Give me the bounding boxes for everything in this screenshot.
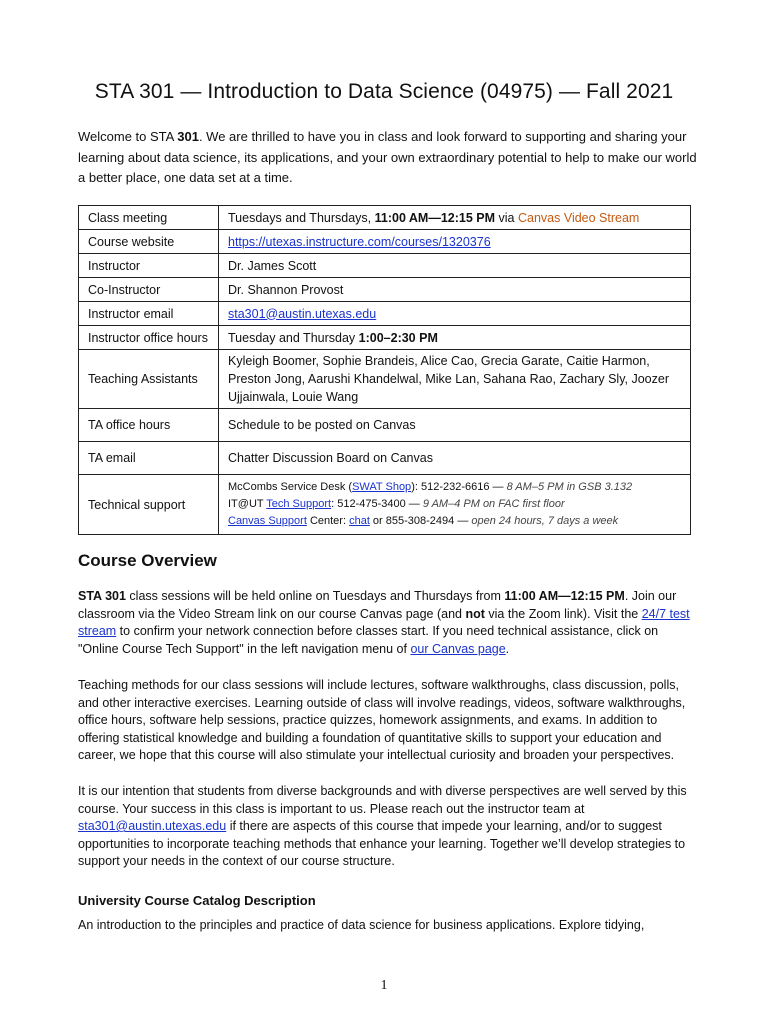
overview-paragraph-2: Teaching methods for our class sessions will include lectures, software walkthroughs, class discussion, polls, and other interactive exercises. Learning outside of class will involve readings, videos, software walkthroughs, office hours, software help sessions, practice quizzes, homework assignments, and exams. In addition to offering statistical knowledge and building a foundation of quantitative skills to support your education and career, we hope that this course will also stimulate your intellectual curiosity and broaden your perspectives. [78, 678, 686, 762]
canvas-support-link[interactable]: Canvas Support [228, 515, 307, 527]
course-info-table [78, 205, 691, 535]
co-instructor-value: Dr. Shannon Provost [219, 278, 691, 302]
office-hours-value: Tuesday and Thursday 1:00–2:30 PM [219, 326, 691, 350]
catalog-heading: University Course Catalog Description [78, 893, 316, 908]
table-row [79, 475, 691, 535]
test-stream-link[interactable]: 24/7 test stream [78, 606, 690, 638]
catalog-description: An introduction to the principles and practice of data science for business applications. Explore tidying, [78, 918, 645, 932]
instructor-email-link[interactable]: sta301@austin.utexas.edu [228, 306, 377, 321]
table-row [79, 326, 691, 350]
row-label: Technical support [79, 475, 219, 535]
teaching-assistants-value: Kyleigh Boomer, Sophie Brandeis, Alice Cao, Grecia Garate, Caitie Harmon, Preston Jong, Aarushi Khandelwal, Mike Lan, Sahana Rao, Zachary Sly, Joozer Ujjainwala, Louie Wang [219, 350, 691, 409]
tech-support-line: IT@UT Tech Support: 512-475-3400 — 9 AM–4 PM on FAC first floor [228, 498, 565, 510]
row-label: Course website [79, 230, 219, 254]
canvas-video-stream-link[interactable]: Canvas Video Stream [517, 210, 640, 225]
chat-link[interactable]: chat [349, 515, 370, 527]
row-label: Instructor office hours [79, 326, 219, 350]
ta-email-value: Chatter Discussion Board on Canvas [219, 442, 691, 475]
table-row [79, 302, 691, 326]
row-label: TA office hours [79, 409, 219, 442]
document-title: STA 301 — Introduction to Data Science (04975) — Fall 2021 [94, 80, 674, 103]
class-meeting-value: Tuesdays and Thursdays, 11:00 AM—12:15 PM via Canvas Video Stream [219, 206, 691, 230]
table-row [79, 206, 691, 230]
course-website-link[interactable]: https://utexas.instructure.com/courses/1320376 [228, 234, 491, 249]
technical-support-value [219, 475, 691, 535]
canvas-page-link[interactable]: our Canvas page [410, 641, 506, 656]
table-row [79, 278, 691, 302]
table-row [79, 442, 691, 475]
ta-office-hours-value: Schedule to be posted on Canvas [219, 409, 691, 442]
table-row [79, 350, 691, 409]
tech-support-line: Canvas Support Center: chat or 855-308-2494 — open 24 hours, 7 days a week [228, 515, 619, 527]
row-label: Instructor [79, 254, 219, 278]
table-row [79, 409, 691, 442]
row-label: Co-Instructor [79, 278, 219, 302]
email-link[interactable]: sta301@austin.utexas.edu [78, 819, 227, 833]
overview-paragraph-1: STA 301 class sessions will be held online on Tuesdays and Thursdays from 11:00 AM—12:15 PM. Join our classroom via the Video Stream link on our course Canvas page (and not via the Zoom link). Visit the 24/7 test stream to confirm your network connection before classes start. If you need technical assistance, click on "Online Course Tech Support" in the left navigation menu of our Canvas page. [78, 589, 690, 656]
tech-support-line: McCombs Service Desk (SWAT Shop): 512-232-6616 — 8 AM–5 PM in GSB 3.132 [228, 481, 633, 493]
instructor-value: Dr. James Scott [219, 254, 691, 278]
row-label: Teaching Assistants [79, 350, 219, 409]
row-label: Class meeting [79, 206, 219, 230]
swat-shop-link[interactable]: SWAT Shop [352, 481, 412, 493]
course-overview-heading: Course Overview [78, 551, 217, 570]
welcome-paragraph: Welcome to STA 301. We are thrilled to have you in class and look forward to supporting and sharing your learning about data science, its applications, and your own extraordinary potential to help to make our world a better place, one data set at a time. [78, 129, 697, 185]
page-number: 1 [380, 978, 388, 993]
table-row [79, 254, 691, 278]
row-label: Instructor email [79, 302, 219, 326]
tech-support-link[interactable]: Tech Support [266, 498, 332, 510]
table-row [79, 230, 691, 254]
row-label: TA email [79, 442, 219, 475]
overview-paragraph-3: It is our intention that students from diverse backgrounds and with diverse perspectives are well served by this course. Your success in this class is important to us. Please reach out the instructor team at sta301@austin.utexas.edu if there are aspects of this course that impede your learning, and/or to suggest opportunities to incorporate teaching methods that enhance your learning. Together we’ll develop strategies to support your needs in the context of our course structure. [78, 784, 687, 868]
